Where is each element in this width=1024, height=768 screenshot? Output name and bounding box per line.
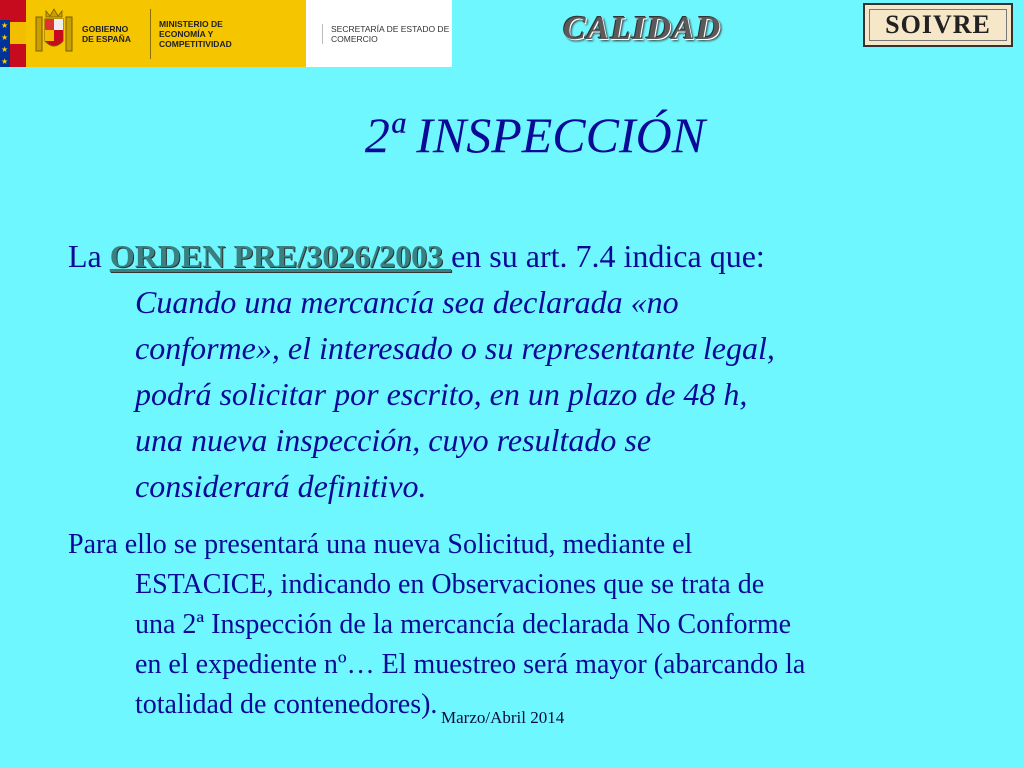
section-heading: CALIDAD <box>563 10 722 47</box>
quote-line: una nueva inspección, cuyo resultado se <box>135 422 652 458</box>
soivre-badge-label: SOIVRE <box>869 9 1007 41</box>
government-logo-banner <box>0 0 452 67</box>
orden-reference-link[interactable]: ORDEN PRE/3026/2003 <box>109 238 452 274</box>
eu-flag-icon: ★ ★ ★ ★ <box>1 21 9 66</box>
paragraph-solicitud <box>68 525 978 725</box>
coat-of-arms-icon <box>32 7 76 61</box>
logo-ministerio-text: MINISTERIO DE ECONOMÍA Y COMPETITIVIDAD <box>159 18 232 49</box>
paragraph-solicitud-line: ESTACICE, indicando en Observaciones que se trata de <box>135 569 765 600</box>
quote-line: podrá solicitar por escrito, en un plazo de 48 h, <box>135 376 748 412</box>
slide-title: 2ª INSPECCIÓN <box>364 107 706 163</box>
soivre-badge <box>863 3 1013 47</box>
paragraph-orden <box>68 233 968 509</box>
quote-line: considerará definitivo. <box>135 468 427 504</box>
quote-line: Cuando una mercancía sea declarada «no <box>135 284 679 320</box>
logo-divider <box>150 9 151 59</box>
footer-date: Marzo/Abril 2014 <box>441 708 565 727</box>
paragraph-solicitud-line: totalidad de contenedores). <box>135 689 438 720</box>
paragraph-solicitud-line: en el expediente nº… El muestreo será mayor (abarcando la <box>135 649 806 680</box>
paragraph-solicitud-lead: Para ello se presentará una nueva Solicitud, mediante el <box>68 529 693 560</box>
paragraph-orden-lead <box>68 233 968 279</box>
paragraph-solicitud-line: una 2ª Inspección de la mercancía declarada No Conforme <box>135 609 792 640</box>
ministry-logo-block <box>26 0 306 67</box>
quote-line: conforme», el interesado o su representante legal, <box>135 330 775 366</box>
paragraph-orden-suffix: en su art. 7.4 indica que: <box>451 238 765 274</box>
paragraph-orden-prefix: La <box>68 238 110 274</box>
logo-gobierno-text: GOBIERNO DE ESPAÑA <box>82 23 131 44</box>
logo-secretaria-text: SECRETARÍA DE ESTADO DE COMERCIO <box>322 24 452 44</box>
spain-flag-icon <box>0 0 26 67</box>
secretaria-logo-block <box>306 0 452 67</box>
